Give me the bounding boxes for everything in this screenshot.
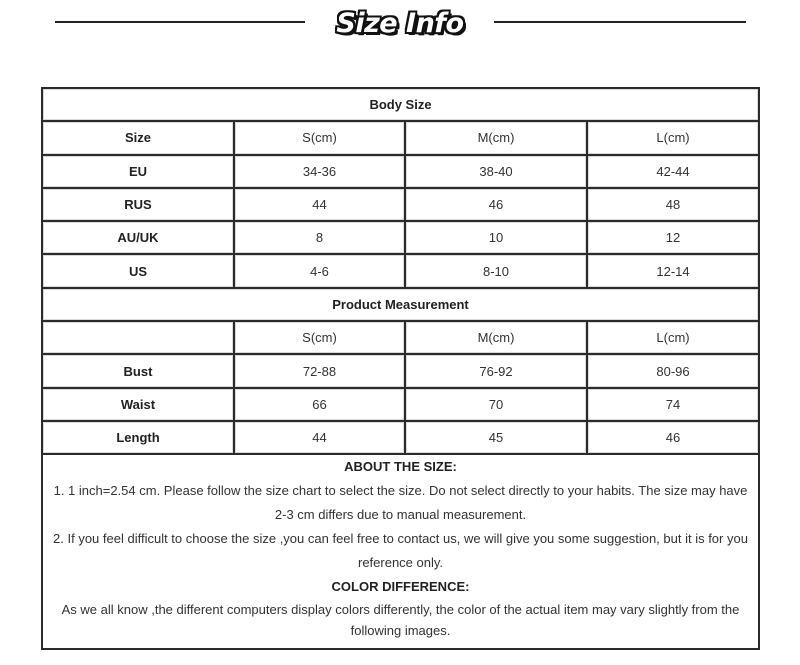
- row-label: Waist: [43, 389, 235, 422]
- row-label: AU/UK: [43, 222, 235, 255]
- size-notes: [43, 455, 758, 641]
- body-size-title: Body Size: [43, 89, 758, 122]
- column-header: L(cm): [588, 322, 758, 355]
- table-cell: 70: [406, 389, 588, 422]
- section-row: [43, 89, 758, 122]
- row-label: RUS: [43, 189, 235, 222]
- column-header: L(cm): [588, 122, 758, 155]
- table-cell: 66: [235, 389, 406, 422]
- about-size-note-1: 1. 1 inch=2.54 cm. Please follow the size chart to select the size. Do not select directly to your habits. The size may have 2-3 cm differs due to manual measurement.: [53, 483, 748, 522]
- column-header: M(cm): [406, 122, 588, 155]
- table-cell: 72-88: [235, 355, 406, 388]
- header: [0, 0, 800, 50]
- color-difference-note: As we all know ,the different computers display colors differently, the color of the actual item may vary slightly from the following images.: [61, 602, 740, 638]
- column-header: [43, 322, 235, 355]
- table-cell: 76-92: [406, 355, 588, 388]
- row-label: US: [43, 255, 235, 288]
- table-header-row: [43, 322, 758, 355]
- about-size-heading: ABOUT THE SIZE:: [344, 459, 457, 474]
- row-label: Length: [43, 422, 235, 455]
- table-cell: 12-14: [588, 255, 758, 288]
- table-cell: 44: [235, 422, 406, 455]
- size-chart: [41, 87, 760, 650]
- table-cell: 45: [406, 422, 588, 455]
- size-table: [43, 89, 758, 455]
- table-cell: 4-6: [235, 255, 406, 288]
- table-row: [43, 355, 758, 388]
- table-cell: 80-96: [588, 355, 758, 388]
- table-cell: 44: [235, 189, 406, 222]
- column-header: S(cm): [235, 122, 406, 155]
- header-left-rule: [55, 21, 305, 23]
- column-header: S(cm): [235, 322, 406, 355]
- table-header-row: [43, 122, 758, 155]
- table-cell: 42-44: [588, 156, 758, 189]
- table-cell: 10: [406, 222, 588, 255]
- table-cell: 12: [588, 222, 758, 255]
- row-label: EU: [43, 156, 235, 189]
- column-header: M(cm): [406, 322, 588, 355]
- row-label: Bust: [43, 355, 235, 388]
- product-measurement-title: Product Measurement: [43, 289, 758, 322]
- table-row: [43, 422, 758, 455]
- table-cell: 48: [588, 189, 758, 222]
- table-row: [43, 222, 758, 255]
- table-cell: 46: [406, 189, 588, 222]
- table-cell: 34-36: [235, 156, 406, 189]
- table-cell: 46: [588, 422, 758, 455]
- page-title: Size Info: [336, 8, 464, 39]
- table-cell: 38-40: [406, 156, 588, 189]
- table-cell: 8: [235, 222, 406, 255]
- table-row: [43, 189, 758, 222]
- table-cell: 74: [588, 389, 758, 422]
- table-row: [43, 389, 758, 422]
- table-row: [43, 156, 758, 189]
- table-row: [43, 255, 758, 288]
- color-difference-heading: COLOR DIFFERENCE:: [331, 579, 470, 594]
- section-row: [43, 289, 758, 322]
- about-size-note-2: 2. If you feel difficult to choose the size ,you can feel free to contact us, we will give you some suggestion, but it is for you reference only.: [53, 531, 748, 570]
- table-cell: 8-10: [406, 255, 588, 288]
- column-header: Size: [43, 122, 235, 155]
- header-right-rule: [494, 21, 746, 23]
